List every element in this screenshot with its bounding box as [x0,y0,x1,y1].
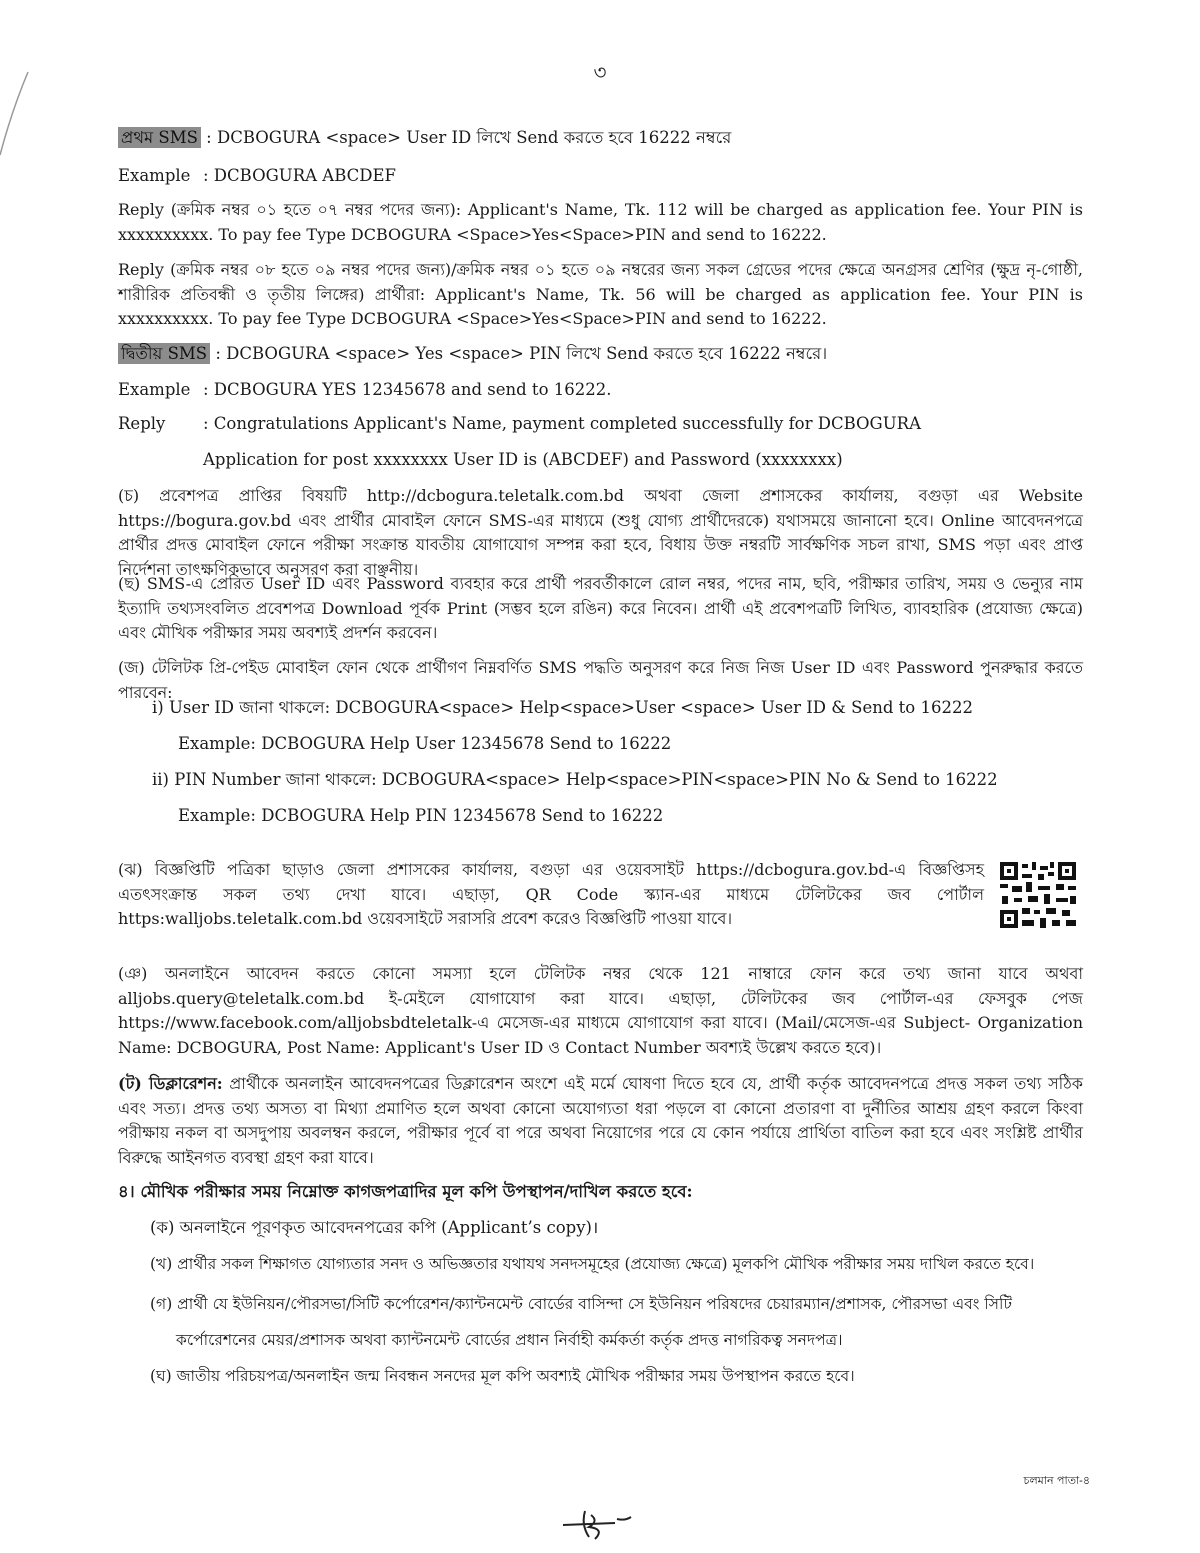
recovery-pin-example: Example: DCBOGURA Help PIN 12345678 Send to 16222 [178,806,664,825]
sms1-text: : DCBOGURA <space> User ID লিখে Send করতে হবে 16222 নম্বরে [200,128,732,147]
sms2-example-label: Example [118,380,191,399]
section-4-item-ga-cont: কর্পোরেশনের মেয়র/প্রশাসক অথবা ক্যান্টনমেন্ট বোর্ডের প্রধান নির্বাহী কর্মকর্তা কর্তৃক প্রদত্ত নাগরিকত্ব সনদপত্র। [176,1331,843,1349]
section-4-item-ga: (গ) প্রার্থী যে ইউনিয়ন/পৌরসভা/সিটি কর্পোরেশন/ক্যান্টনমেন্ট বোর্ডের বাসিন্দা সে ইউনিয়ন পরিষদের চেয়ারম্যান/প্রশাসক, পৌরসভা এবং সিটি [150,1295,1012,1313]
section-4-item-kha: (খ) প্রার্থীর সকল শিক্ষাগত যোগ্যতার সনদ ও অভিজ্ঞতার যথাযথ সনদসমূহের (প্রযোজ্য ক্ষেত্রে) মূলকপি মৌখিক পরীক্ষার সময় দাখিল করতে হবে। [150,1255,1035,1273]
sms1-line [118,126,731,150]
recovery-user-id-example: Example: DCBOGURA Help User 12345678 Send to 16222 [178,734,672,753]
qr-code [998,860,1078,930]
section-4-item-ka: (ক) অনলাইনে পূরণকৃত আবেদনপত্রের কপি (Applicant’s copy)। [150,1218,599,1237]
para-nya: (ঞ) অনলাইনে আবেদন করতে কোনো সমস্যা হলে টেলিটক নম্বর থেকে 121 নাম্বারে ফোন করে তথ্য জানা যাবে অথবা alljobs.query@teletalk.com.bd ই-মেইলে যোগাযোগ করা যাবে। এছাড়া, টেলিটকের জব পোর্টাল-এর ফেসবুক পেজ https://www.facebook.com/alljobsbdteletalk-এ মেসেজ-এর মাধ্যমে যোগাযোগ করা যাবে। (Mail/মেসেজ-এর Subject- Organization Name: DCBOGURA, Post Name: Applicant's User ID ও Contact Number অবশ্যই উল্লেখ করতে হবে)। [118,964,1083,1057]
sms2-text: : DCBOGURA <space> Yes <space> PIN লিখে Send করতে হবে 16222 নম্বরে। [210,344,828,363]
sms2-reply-text: : Congratulations Applicant's Name, payment completed successfully for DCBOGURA [203,414,921,433]
recovery-pin: ii) PIN Number জানা থাকলে: DCBOGURA<space> Help<space>PIN<space>PIN No & Send to 16222 [152,770,998,789]
page-number: ৩ [593,60,607,84]
para-ja: (জ) টেলিটক প্রি-পেইড মোবাইল ফোন থেকে প্রার্থীগণ নিম্নবর্ণিত SMS পদ্ধতি অনুসরণ করে নিজ নিজ User ID এবং Password পুনরুদ্ধার করতে পারবেন: [118,658,1083,702]
declaration-text: প্রার্থীকে অনলাইন আবেদনপত্রের ডিক্লারেশন অংশে এই মর্মে ঘোষণা দিতে হবে যে, প্রার্থী কর্তৃক আবেদনপত্রে প্রদত্ত সকল তথ্য সঠিক এবং সত্য। প্রদত্ত তথ্য অসত্য বা মিথ্যা প্রমাণিত হলে অথবা কোনো অযোগ্যতা ধরা পড়লে বা কোনো প্রতারণা বা দুর্নীতির আশ্রয় গ্রহণ করলে কিংবা পরীক্ষায় নকল বা অসদুপায় অবলম্বন করলে, পরীক্ষার পূর্বে বা পরে অথবা নিয়োগের পরে যে কোন পর্যায়ে প্রার্থিতা বাতিল করা হবে এবং সংশ্লিষ্ট প্রার্থীর বিরুদ্ধে আইনগত ব্যবস্থা গ্রহণ করা যাবে। [118,1074,1083,1167]
sms2-line [118,342,827,366]
recovery-user-id: i) User ID জানা থাকলে: DCBOGURA<space> Help<space>User <space> User ID & Send to 16222 [152,698,973,717]
sms1-reply-1: Reply (ক্রমিক নম্বর ০১ হতে ০৭ নম্বর পদের জন্য): Applicant's Name, Tk. 112 will be charged as application fee. Your PIN is xxxxxxxxxx. To pay fee Type DCBOGURA <Space>Yes<Space>PIN and send to 16222. [118,200,1083,244]
sms1-reply-2: Reply (ক্রমিক নম্বর ০৮ হতে ০৯ নম্বর পদের জন্য)/ক্রমিক নম্বর ০১ হতে ০৯ নম্বরের জন্য সকল গ্রেডের পদের ক্ষেত্রে অনগ্রসর শ্রেণির (ক্ষুদ্র নৃ-গোষ্ঠী, শারীরিক প্রতিবন্ধী ও তৃতীয় লিঙ্গের) প্রার্থীরা: Applicant's Name, Tk. 56 will be charged as application fee. Your PIN is xxxxxxxxxx. To pay fee Type DCBOGURA <Space>Yes<Space>PIN and send to 16222. [118,260,1083,328]
para-chha: (ছ) SMS-এ প্রেরিত User ID এবং Password ব্যবহার করে প্রার্থী পরবর্তীকালে রোল নম্বর, পদের নাম, ছবি, পরীক্ষার তারিখ, সময় ও ভেন্যুর নাম ইত্যাদি তথ্যসংবলিত প্রবেশপত্র Download পূর্বক Print (সম্ভব হলে রঙিন) করে নিবেন। প্রার্থী এই প্রবেশপত্রটি লিখিত, ব্যাবহারিক (প্রযোজ্য ক্ষেত্রে) এবং মৌখিক পরীক্ষার সময় অবশ্যই প্রদর্শন করবেন। [118,574,1083,642]
sms1-example-text: : DCBOGURA ABCDEF [203,166,396,185]
sms2-example-text: : DCBOGURA YES 12345678 and send to 16222. [203,380,612,399]
continued-page-note: চলমান পাতা-৪ [1023,1474,1090,1487]
section-4-heading: ৪। মৌখিক পরীক্ষার সময় নিম্নোক্ত কাগজপত্রাদির মূল কপি উপস্থাপন/দাখিল করতে হবে: [118,1182,693,1201]
para-ta [118,1072,1083,1170]
sms2-reply-cont: Application for post xxxxxxxx User ID is (ABCDEF) and Password (xxxxxxxx) [203,450,843,469]
sms2-tag: দ্বিতীয় SMS [118,343,210,364]
sms1-tag: প্রথম SMS [118,127,201,148]
signature-mark [555,1505,635,1545]
declaration-label: (ট) ডিক্লারেশন: [118,1074,223,1093]
sms2-reply-label: Reply [118,414,166,433]
para-jha: (ঝ) বিজ্ঞপ্তিটি পত্রিকা ছাড়াও জেলা প্রশাসকের কার্যালয়, বগুড়া এর ওয়েবসাইট https://dcbogura.gov.bd-এ বিজ্ঞপ্তিসহ এতৎসংক্রান্ত সকল তথ্য দেখা যাবে। এছাড়া, QR Code স্ক্যান-এর মাধ্যমে টেলিটকের জব পোর্টাল https:walljobs.teletalk.com.bd ওয়েবসাইটে সরাসরি প্রবেশ করেও বিজ্ঞপ্তিটি পাওয়া যাবে। [118,860,984,928]
para-cha: (চ) প্রবেশপত্র প্রাপ্তির বিষয়টি http://dcbogura.teletalk.com.bd অথবা জেলা প্রশাসকের কার্যালয়, বগুড়া এর Website https://bogura.gov.bd এবং প্রার্থীর মোবাইল ফোনে SMS-এর মাধ্যমে (শুধু যোগ্য প্রার্থীদেরকে) যথাসময়ে জানানো হবে। Online আবেদনপত্রে প্রার্থীর প্রদত্ত মোবাইল ফোনে পরীক্ষা সংক্রান্ত যাবতীয় যোগাযোগ সম্পন্ন করা হবে, বিধায় উক্ত নম্বরটি সার্বক্ষণিক সচল রাখা, SMS পড়া এবং প্রাপ্ত নির্দেশনা তাৎক্ষণিকভাবে অনুসরণ করা বাঞ্ছনীয়। [118,486,1083,579]
sms1-example-label: Example [118,166,191,185]
section-4-item-gha: (ঘ) জাতীয় পরিচয়পত্র/অনলাইন জন্ম নিবন্ধন সনদের মূল কপি অবশ্যই মৌখিক পরীক্ষার সময় উপস্থাপন করতে হবে। [150,1367,855,1385]
